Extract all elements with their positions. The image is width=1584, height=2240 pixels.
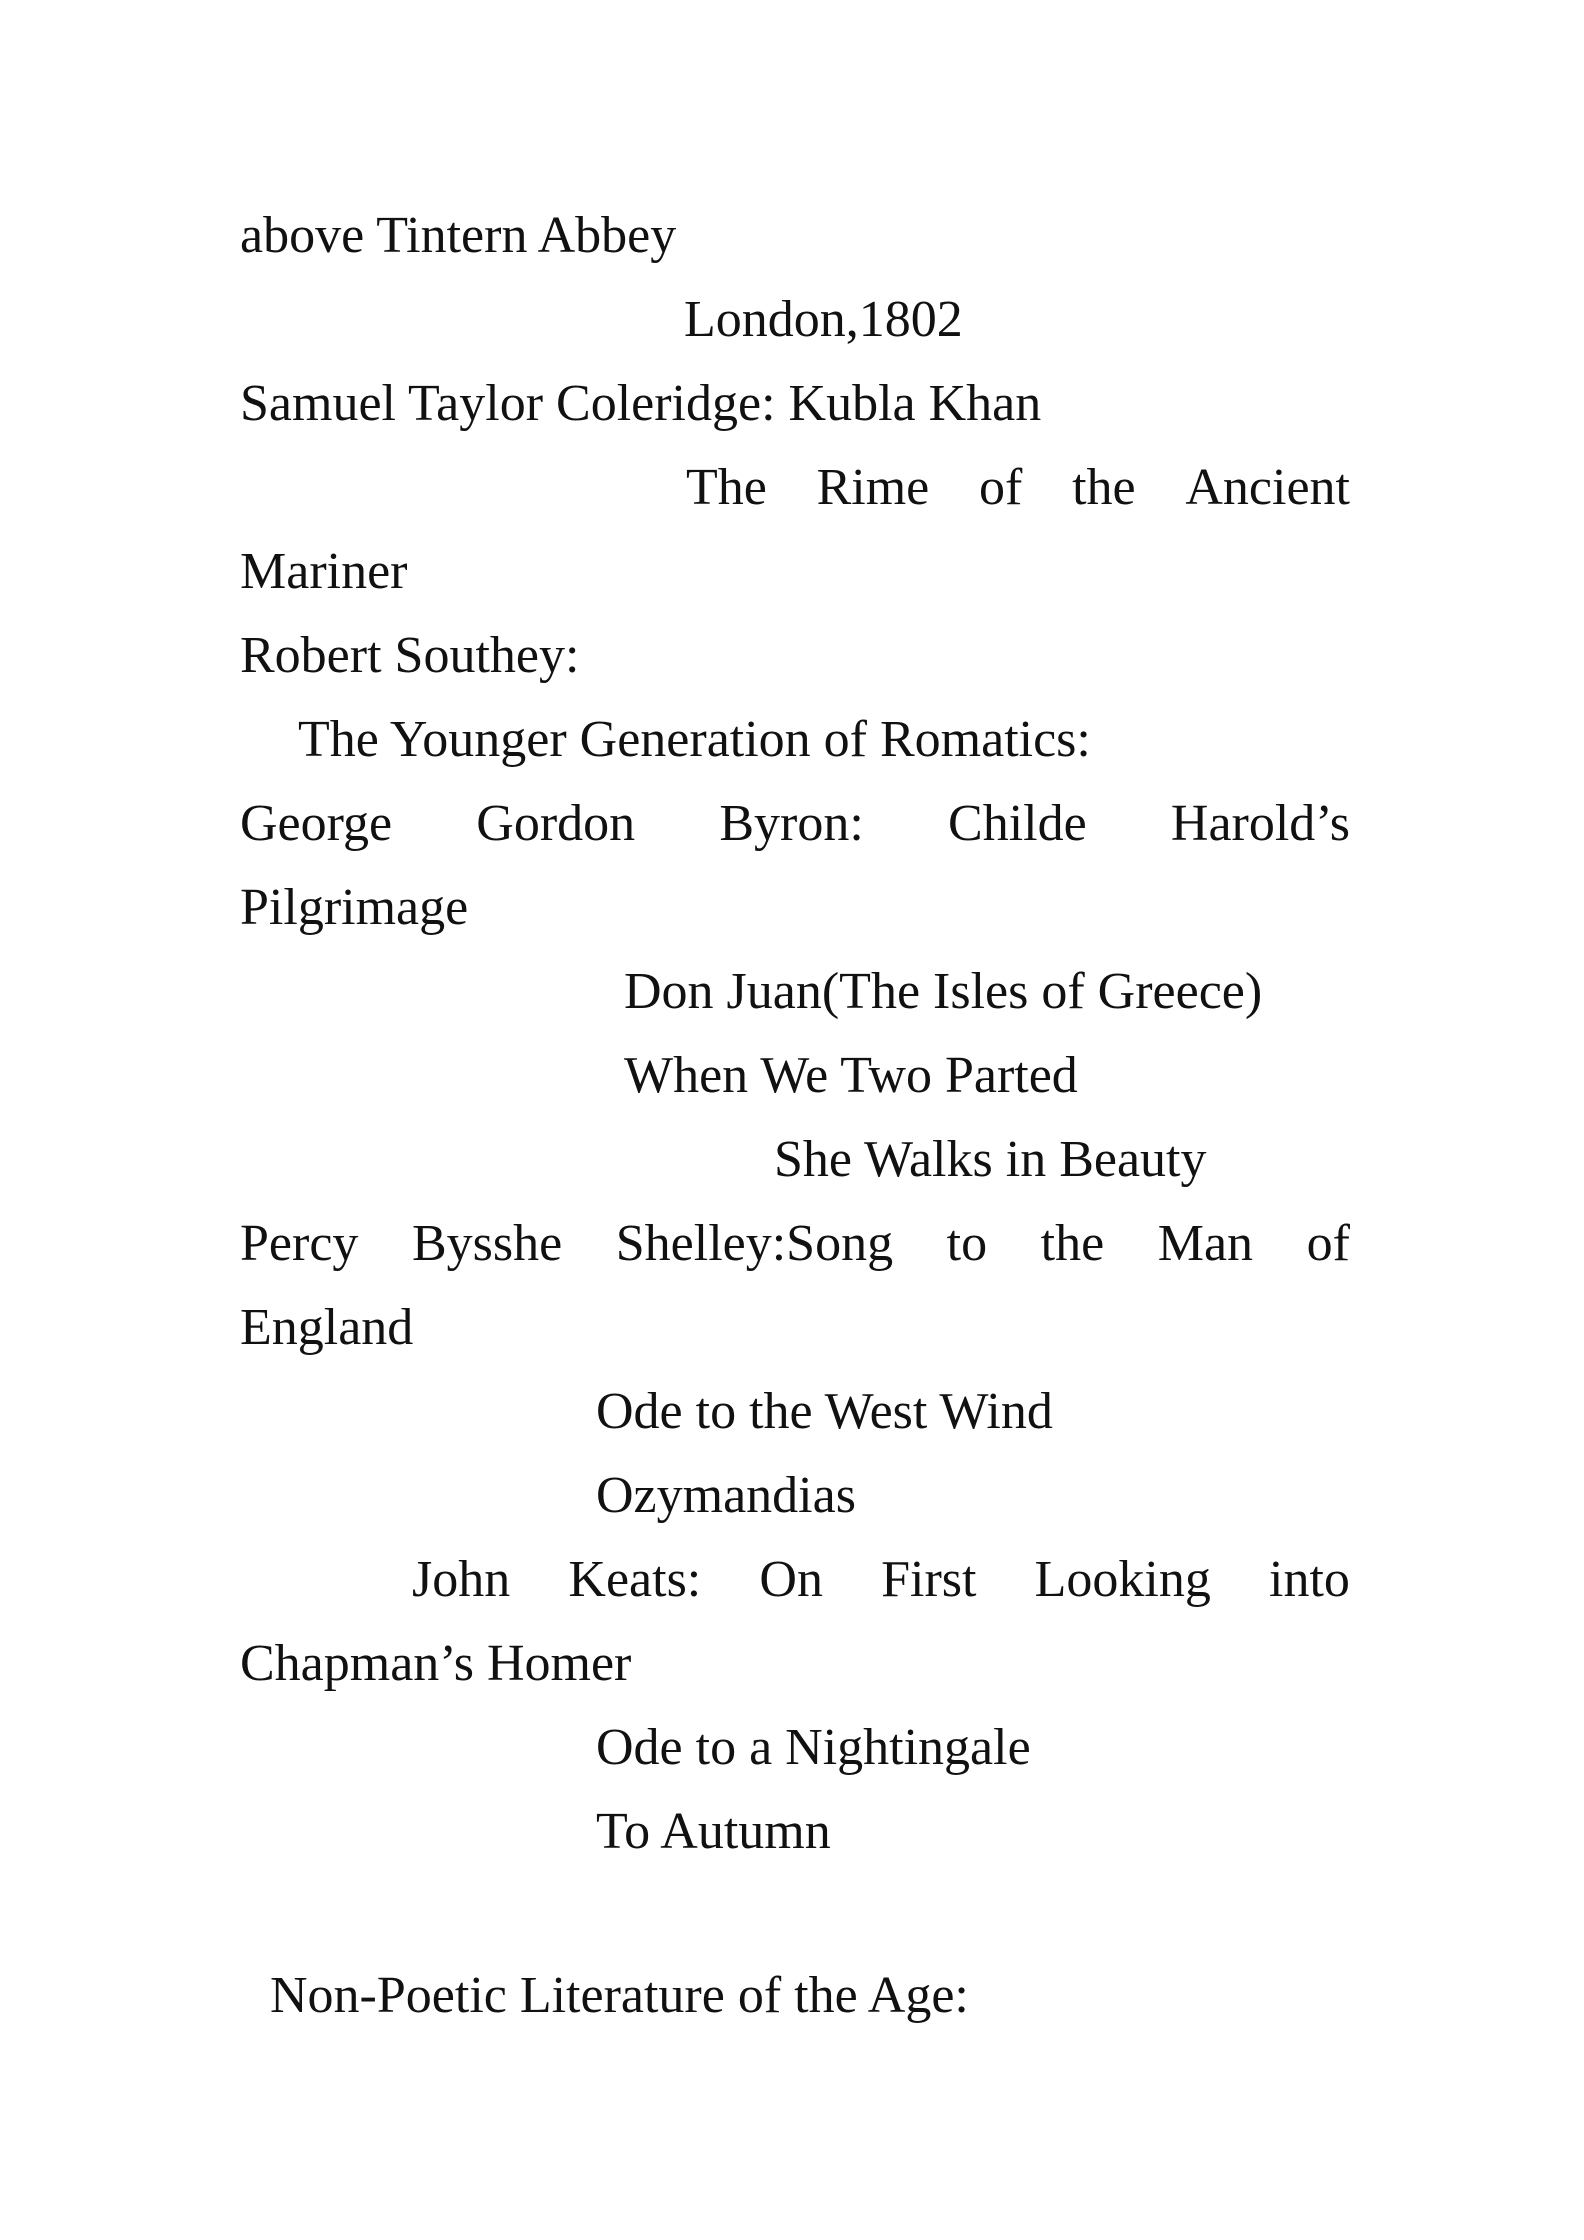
text-line: When We Two Parted (624, 1047, 1078, 1104)
word: into (1269, 1551, 1350, 1608)
word: of (1306, 1215, 1350, 1272)
word: the (1040, 1215, 1105, 1272)
word: the (1072, 459, 1136, 516)
word: Shelley:Song (615, 1215, 894, 1272)
word: Percy (240, 1215, 359, 1272)
text-line: Pilgrimage (240, 879, 469, 936)
justified-line-shelley (240, 1214, 1350, 1274)
text-line: Samuel Taylor Coleridge: Kubla Khan (240, 375, 1042, 432)
text-line: Ode to a Nightingale (596, 1719, 1031, 1776)
text-line: Robert Southey: (240, 627, 580, 684)
word: Harold’s (1170, 795, 1350, 852)
section-heading: Non-Poetic Literature of the Age: (270, 1967, 969, 2024)
word: John (412, 1551, 511, 1608)
text-line: She Walks in Beauty (774, 1131, 1207, 1188)
word: On (759, 1551, 823, 1608)
word: Gordon (476, 795, 636, 852)
text-line: Ozymandias (596, 1467, 856, 1524)
word: George (240, 795, 393, 852)
word: Byron: (719, 795, 864, 852)
text-line: To Autumn (596, 1803, 831, 1860)
word: to (946, 1215, 988, 1272)
text-line: London,1802 (684, 291, 963, 348)
word: Childe (948, 795, 1087, 852)
word: Ancient (1185, 459, 1350, 516)
text-line: England (240, 1299, 414, 1356)
section-heading: The Younger Generation of Romatics: (298, 711, 1091, 768)
text-line: above Tintern Abbey (240, 207, 677, 264)
text-line: Don Juan(The Isles of Greece) (624, 963, 1263, 1020)
word: Man (1157, 1215, 1254, 1272)
word: of (979, 459, 1023, 516)
justified-line-keats (412, 1550, 1350, 1610)
word: First (881, 1551, 977, 1608)
text-line: Chapman’s Homer (240, 1635, 632, 1692)
justified-line-rime (686, 458, 1350, 518)
word: The (686, 459, 767, 516)
word: Looking (1034, 1551, 1211, 1608)
word: Bysshe (411, 1215, 563, 1272)
word: Keats: (568, 1551, 702, 1608)
text-line: Ode to the West Wind (596, 1383, 1053, 1440)
text-line: Mariner (240, 543, 408, 600)
justified-line-byron (240, 794, 1350, 854)
word: Rime (816, 459, 930, 516)
